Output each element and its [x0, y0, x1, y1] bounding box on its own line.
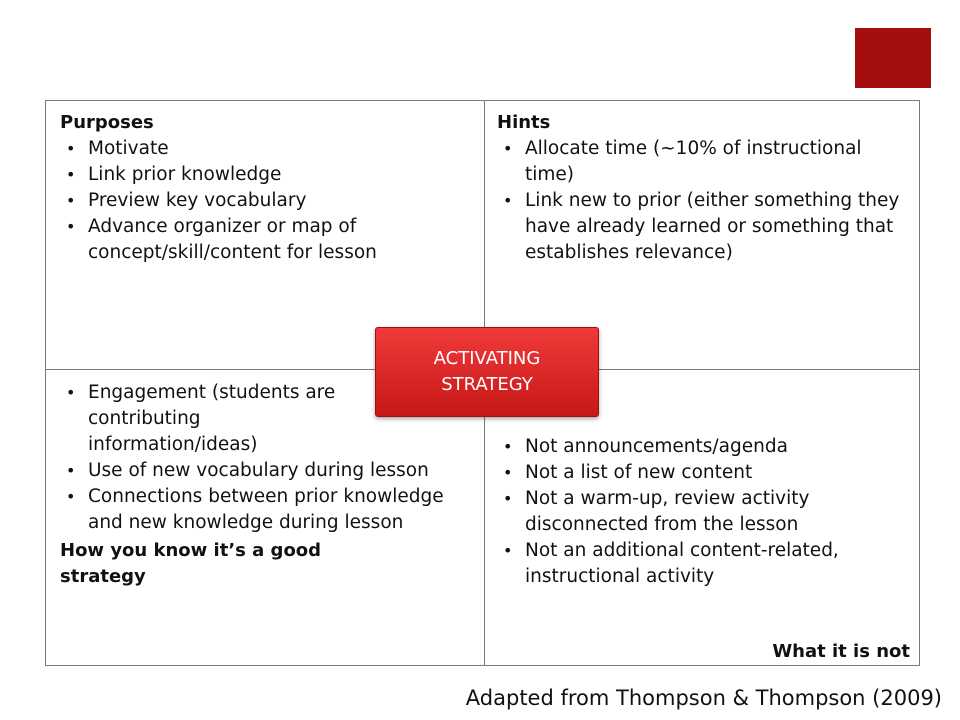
badge-line-2: STRATEGY	[441, 374, 533, 395]
what-it-is-not-quadrant	[497, 434, 907, 590]
activating-strategy-badge	[375, 327, 599, 417]
list-item: • Use of new vocabulary during lesson	[60, 458, 475, 484]
list-item: • Allocate time (~10% of instructional time)	[497, 136, 907, 188]
what-it-is-not-heading: What it is not	[772, 641, 910, 662]
badge-line-1: ACTIVATING	[433, 348, 541, 369]
list-item: • Preview key vocabulary	[60, 188, 470, 214]
source-credit: Adapted from Thompson & Thompson (2009)	[465, 686, 942, 710]
list-item: • Not a warm-up, review activity disconnected from the lesson	[497, 486, 907, 538]
purposes-quadrant	[60, 110, 470, 266]
accent-square	[855, 28, 931, 88]
list-item: • Motivate	[60, 136, 470, 162]
purposes-list	[60, 136, 470, 266]
list-item: • Connections between prior knowledge and new knowledge during lesson	[60, 484, 475, 536]
hints-quadrant	[497, 110, 907, 266]
list-item: • Link prior knowledge	[60, 162, 470, 188]
list-item: • Engagement (students are contributing information/ideas)	[60, 380, 475, 458]
list-item: • Not announcements/agenda	[497, 434, 907, 460]
list-item: • Link new to prior (either something they have already learned or something that establishes relevance)	[497, 188, 907, 266]
list-item: • Advance organizer or map of concept/skill/content for lesson	[60, 214, 470, 266]
hints-list	[497, 136, 907, 266]
list-item: • Not an additional content-related, instructional activity	[497, 538, 907, 590]
good-strategy-heading: How you know it’s a good strategy	[60, 540, 322, 587]
list-item: • Not a list of new content	[497, 460, 907, 486]
what-it-is-not-list	[497, 434, 907, 590]
purposes-heading: Purposes	[60, 112, 154, 133]
hints-heading: Hints	[497, 112, 551, 133]
